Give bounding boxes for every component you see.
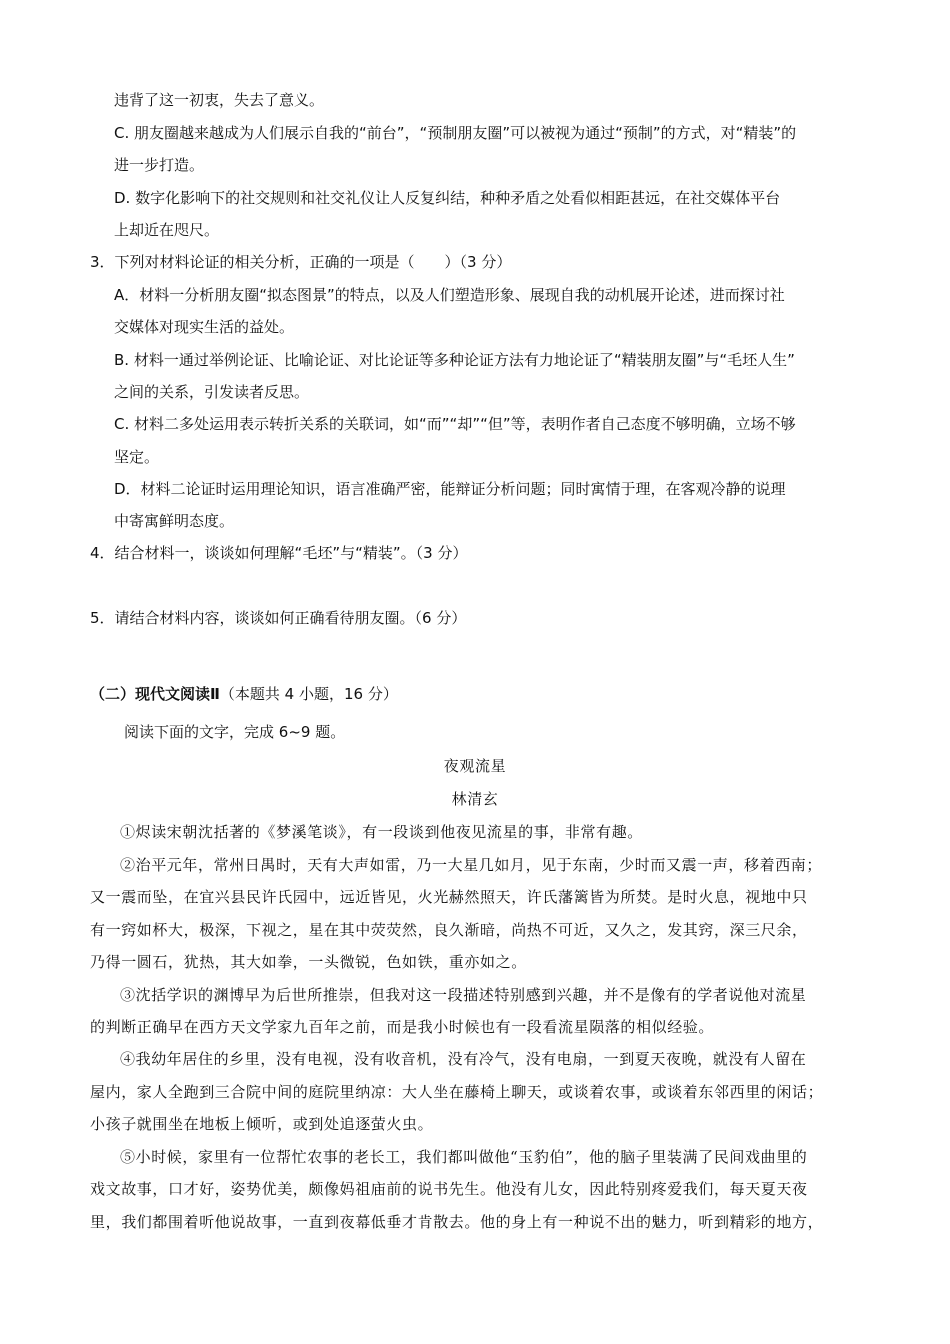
q2-option-c-line1: C. 朋友圈越来越成为人们展示自我的“前台”，“预制朋友圈”可以被视为通过“预制”的方式，对“精装”的 [114,124,797,142]
article-title: 夜观流星 [443,757,507,775]
article-paragraph-3-line2: 的判断正确早在西方天文学家九百年之前，而是我小时候也有一段看流星陨落的相似经验。 [90,1018,715,1036]
section-title: （二）现代文阅读Ⅱ [90,685,220,703]
article-paragraph-2-line2: 又一震而坠，在宜兴县民许氏园中，远近皆见，火光赫然照天，许氏藩篱皆为所焚。是时火息，视地中只 [90,888,808,906]
q3-option-a-line1: A．材料一分析朋友圈“拟态图景”的特点，以及人们塑造形象、展现自我的动机展开论述，进而探讨社 [114,286,785,304]
q3-option-b-line2: 之间的关系，引发读者反思。 [114,383,310,401]
q5-stem: 5．请结合材料内容，谈谈如何正确看待朋友圈。（6 分） [90,609,467,627]
q3-option-d-line2: 中寄寓鲜明态度。 [114,512,235,530]
q3-option-c-line1: C. 材料二多处运用表示转折关系的关联词，如“而”“却”“但”等，表明作者自己态度不够明确，立场不够 [114,415,796,433]
article-paragraph-2-line1: ②治平元年，常州日禺时，天有大声如雷，乃一大星几如月，见于东南，少时而又震一声，移着西南； [120,856,823,874]
section-instruction: 阅读下面的文字，完成 6~9 题。 [124,723,346,741]
q3-option-a-line2: 交媒体对现实生活的益处。 [114,318,295,336]
q2-option-c-line2: 进一步打造。 [114,156,205,174]
article-paragraph-5-line1: ⑤小时候，家里有一位帮忙农事的老长工，我们都叫做他“玉豹伯”，他的脑子里装满了民间戏曲里的 [120,1148,808,1166]
article-paragraph-4-line2: 屋内，家人全跑到三合院中间的庭院里纳凉：大人坐在藤椅上聊天，或谈着农事，或谈着东邻西里的闲话； [90,1083,824,1101]
article-paragraph-3-line1: ③沈括学识的渊博早为后世所推崇，但我对这一段描述特别感到兴趣，并不是像有的学者说他对流星 [120,986,807,1004]
article-paragraph-5-line3: 里，我们都围着听他说故事，一直到夜幕低垂才肯散去。他的身上有一种说不出的魅力，听到精彩的地方， [90,1213,824,1231]
article-paragraph-4-line3: 小孩子就围坐在地板上倾听，或到处追逐萤火虫。 [90,1115,434,1133]
q2-option-d-line2: 上却近在咫尺。 [114,221,220,239]
article-paragraph-2-line3: 有一窍如杯大，极深，下视之，星在其中荧荧然，良久渐暗，尚热不可近，又久之，发其窍，深三尺余， [90,921,808,939]
q3-stem: 3．下列对材料论证的相关分析，正确的一项是（ ）（3 分） [90,253,512,271]
q4-stem: 4．结合材料一，谈谈如何理解“毛坯”与“精装”。（3 分） [90,544,468,562]
q3-option-b-line1: B. 材料一通过举例论证、比喻论证、对比论证等多种论证方法有力地论证了“精装朋友圈”与“毛坯人生” [114,351,795,369]
q2-option-d-line1: D. 数字化影响下的社交规则和社交礼仪让人反复纠结，种种矛盾之处看似相距甚远，在社交媒体平台 [114,189,781,207]
article-paragraph-5-line2: 戏文故事，口才好，姿势优美，颇像妈祖庙前的说书先生。他没有儿女，因此特别疼爱我们，每天夏天夜 [90,1180,808,1198]
section-heading [90,684,398,704]
article-paragraph-2-line4: 乃得一圆石，犹热，其大如拳，一头微锐，色如铁，重亦如之。 [90,953,527,971]
q2-option-b-continuation: 违背了这一初衷，失去了意义。 [114,91,325,109]
q3-option-c-line2: 坚定。 [114,448,160,466]
article-paragraph-4-line1: ④我幼年居住的乡里，没有电视，没有收音机，没有冷气，没有电扇，一到夏天夜晚，就没有人留在 [120,1050,807,1068]
article-paragraph-1-line1: ①烬读宋朝沈括著的《梦溪笔谈》，有一段谈到他夜见流星的事，非常有趣。 [120,823,643,841]
section-note: （本题共 4 小题，16 分） [219,685,398,703]
article-author: 林清玄 [451,790,499,808]
q3-option-d-line1: D．材料二论证时运用理论知识，语言准确严密，能辩证分析问题；同时寓情于理，在客观冷静的说理 [114,480,786,498]
